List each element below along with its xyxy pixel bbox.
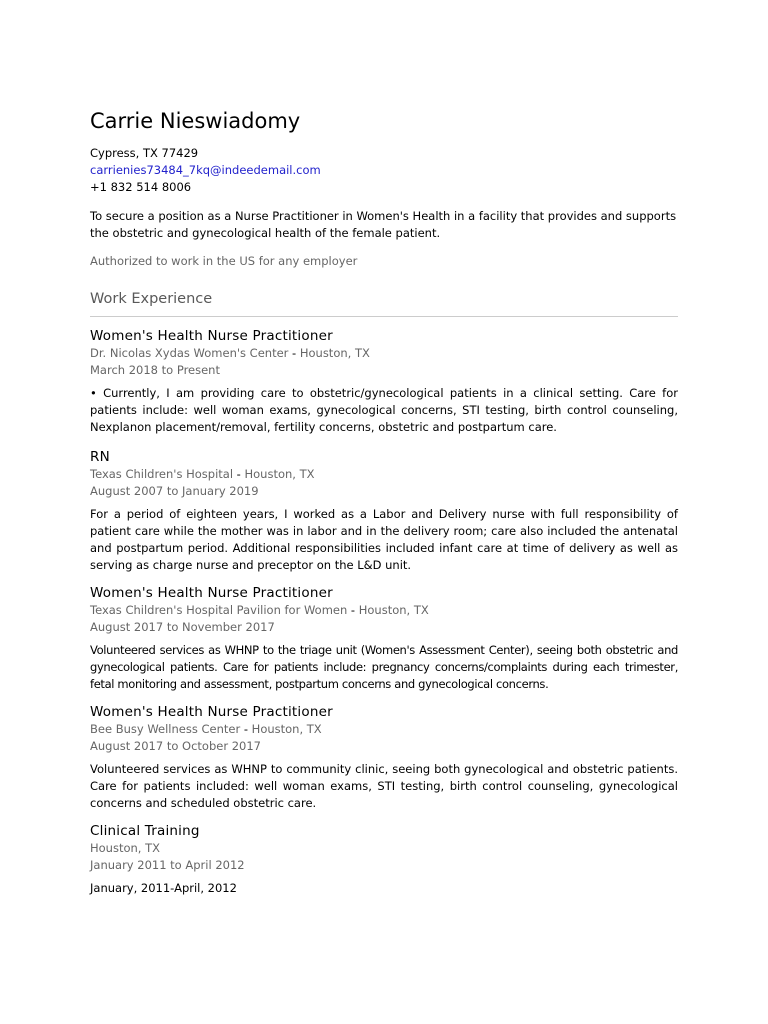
company-separator: - bbox=[240, 722, 252, 736]
job-title: Clinical Training bbox=[90, 823, 200, 839]
job-company-line bbox=[90, 721, 678, 738]
job-dates: August 2007 to January 2019 bbox=[90, 484, 259, 498]
resume-page bbox=[90, 107, 678, 897]
company-location: Houston, TX bbox=[299, 346, 370, 360]
phone-text: +1 832 514 8006 bbox=[90, 180, 192, 194]
company-location: Houston, TX bbox=[90, 841, 161, 855]
job-description: Volunteered services as WHNP to community clinic, seeing both gynecological and obstetric patients. Care for patients included: well woman exams, STI testing, birth control counseling, gynecological concerns and scheduled obstetric care. bbox=[90, 762, 678, 810]
job-entry bbox=[90, 822, 678, 897]
company-location: Houston, TX bbox=[358, 603, 429, 617]
company-location: Houston, TX bbox=[251, 722, 322, 736]
company-name: Texas Children's Hospital Pavilion for Women bbox=[90, 603, 348, 617]
job-dates: March 2018 to Present bbox=[90, 363, 220, 377]
job-dates: January 2011 to April 2012 bbox=[90, 858, 245, 872]
company-name: Texas Children's Hospital bbox=[90, 467, 234, 481]
job-company-line bbox=[90, 602, 678, 619]
company-name: Bee Busy Wellness Center bbox=[90, 722, 241, 736]
company-separator: - bbox=[233, 467, 245, 481]
job-company-line bbox=[90, 466, 678, 483]
company-separator: - bbox=[347, 603, 359, 617]
company-name: Dr. Nicolas Xydas Women's Center bbox=[90, 346, 289, 360]
job-dates: August 2017 to November 2017 bbox=[90, 620, 275, 634]
summary-text: To secure a position as a Nurse Practitioner in Women's Health in a facility that provides and supports the obstetric and gynecological health of the female patient. bbox=[90, 209, 677, 240]
job-entry bbox=[90, 703, 678, 812]
job-description: January, 2011-April, 2012 bbox=[90, 881, 237, 895]
company-separator: - bbox=[288, 346, 300, 360]
job-company-line bbox=[90, 345, 678, 362]
job-description: For a period of eighteen years, I worked as a Labor and Delivery nurse with full responsibility of patient care while the mother was in labor and in the delivery room; care also included the antenatal and postpartum period. Additional responsibilities included infant care at time of delivery as well as serving as charge nurse and preceptor on the L&D unit. bbox=[90, 507, 678, 572]
job-title: Women's Health Nurse Practitioner bbox=[90, 585, 333, 601]
job-company-line bbox=[90, 840, 678, 857]
job-entry bbox=[90, 448, 678, 574]
job-description: Volunteered services as WHNP to the triage unit (Women's Assessment Center), seeing both obstetric and gynecological patients. Care for patients include: pregnancy concerns/complaints during each trimester, fetal monitoring and assessment, postpartum concerns and gynecological concerns. bbox=[90, 643, 678, 691]
job-description: • Currently, I am providing care to obstetric/gynecological patients in a clinical setting. Care for patients include: well woman exams, gynecological concerns, STI testing, birth control counseling, Nexplanon placement/removal, fertility concerns, obstetric and postpartum care. bbox=[90, 386, 678, 434]
job-dates: August 2017 to October 2017 bbox=[90, 739, 261, 753]
work-authorization: Authorized to work in the US for any employer bbox=[90, 254, 358, 268]
job-entry bbox=[90, 584, 678, 693]
work-experience-heading: Work Experience bbox=[90, 289, 678, 317]
job-title: Women's Health Nurse Practitioner bbox=[90, 328, 333, 344]
job-entry bbox=[90, 327, 678, 436]
company-location: Houston, TX bbox=[244, 467, 315, 481]
email-link[interactable]: carrienies73484_7kq@indeedemail.com bbox=[90, 163, 321, 177]
location-text: Cypress, TX 77429 bbox=[90, 146, 199, 160]
job-title: Women's Health Nurse Practitioner bbox=[90, 704, 333, 720]
job-title: RN bbox=[90, 449, 110, 465]
candidate-name: Carrie Nieswiadomy bbox=[90, 109, 301, 133]
